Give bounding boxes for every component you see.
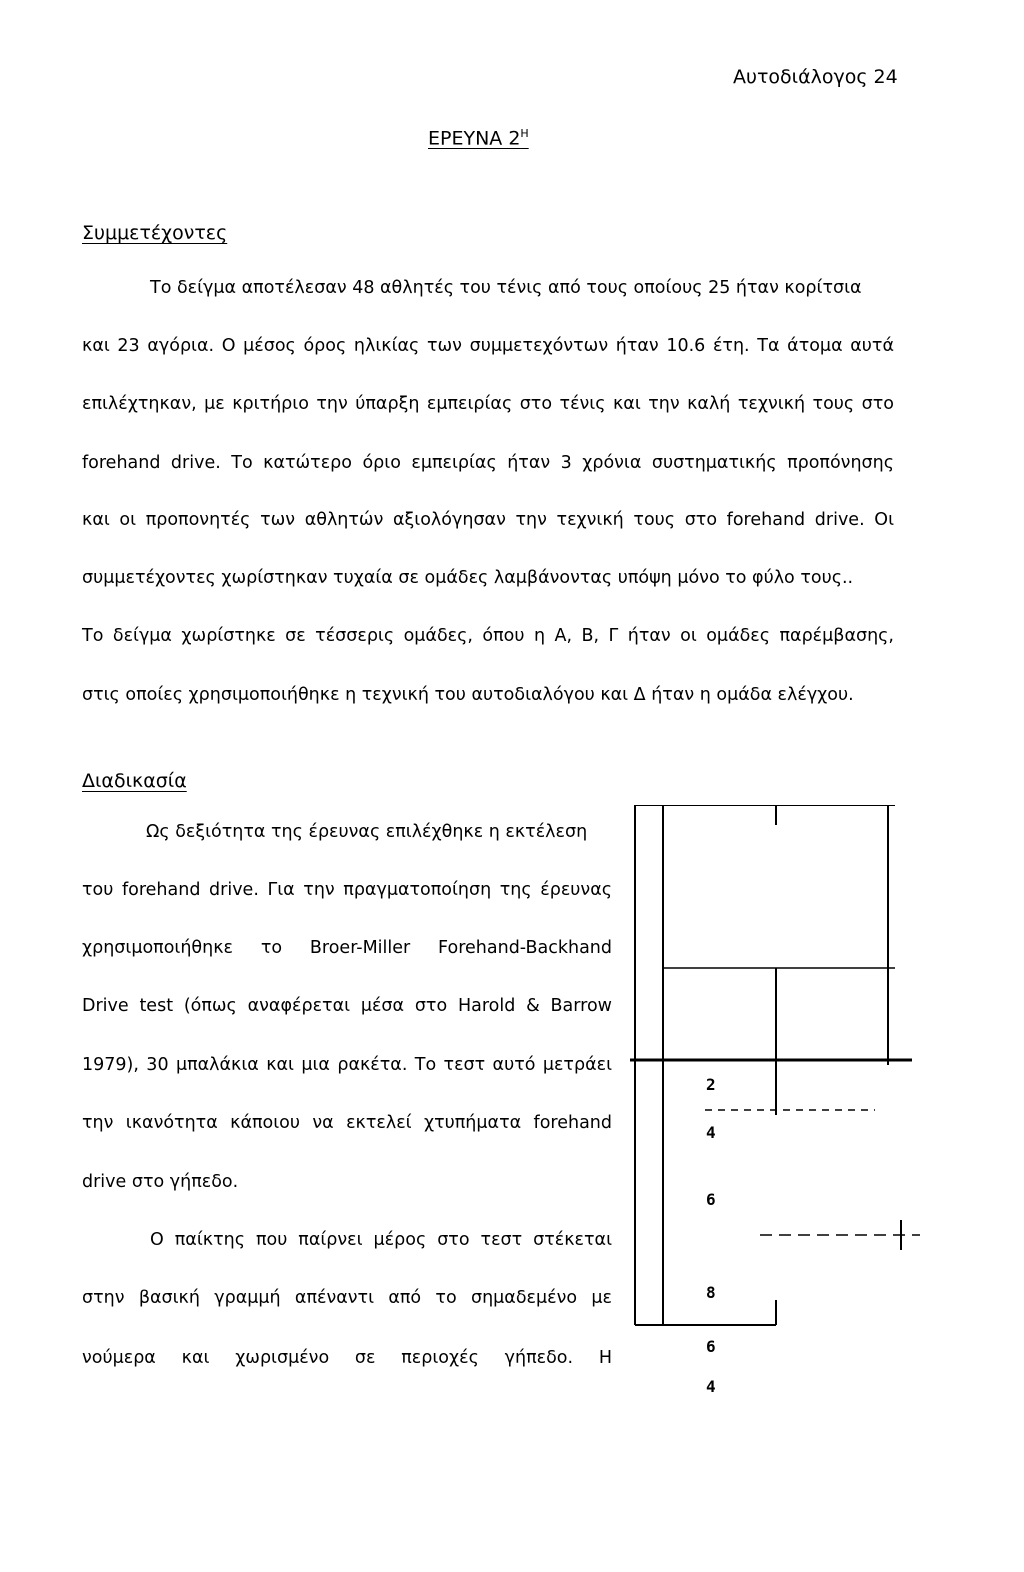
paragraph-line: Το δείγμα αποτέλεσαν 48 αθλητές του τένις από τους οποίους 25 ήταν κορίτσια bbox=[150, 278, 862, 298]
paragraph-line: στην βασική γραμμή απέναντι από το σημαδεμένο με bbox=[82, 1288, 612, 1308]
paragraph-line: και 23 αγόρια. Ο μέσος όρος ηλικίας των συμμετεχόντων ήταν 10.6 έτη. Τα άτομα αυτά bbox=[82, 336, 894, 356]
paragraph-line: την ικανότητα κάποιου να εκτελεί χτυπήματα forehand bbox=[82, 1113, 612, 1133]
paragraph-line: Ο παίκτης που παίρνει μέρος στο τεστ στέκεται bbox=[150, 1230, 612, 1250]
zone-label: 6 bbox=[706, 1190, 716, 1209]
section-title-sup: Η bbox=[520, 127, 529, 140]
paragraph-line: 1979), 30 μπαλάκια και μια ρακέτα. Το τεστ αυτό μετράει bbox=[82, 1055, 612, 1075]
paragraph-line: του forehand drive. Για την πραγματοποίηση της έρευνας bbox=[82, 880, 612, 900]
section-title-text: ΕΡΕΥΝΑ 2 bbox=[428, 127, 521, 150]
paragraph-line: Drive test (όπως αναφέρεται μέσα στο Harold & Barrow bbox=[82, 996, 612, 1016]
zone-label: 8 bbox=[706, 1283, 716, 1302]
paragraph-line: Ως δεξιότητα της έρευνας επιλέχθηκε η εκτέλεση bbox=[146, 822, 588, 842]
paragraph-line: drive στο γήπεδο. bbox=[82, 1172, 239, 1192]
paragraph-line: συμμετέχοντες χωρίστηκαν τυχαία σε ομάδες λαμβάνοντας υπόψη μόνο το φύλο τους.. bbox=[82, 568, 854, 588]
paragraph-line: στις οποίες χρησιμοποιήθηκε η τεχνική του αυτοδιαλόγου και Δ ήταν η ομάδα ελέγχου. bbox=[82, 685, 854, 705]
zone-label: 6 bbox=[706, 1337, 716, 1356]
paragraph-line: forehand drive. Το κατώτερο όριο εμπειρίας ήταν 3 χρόνια συστηματικής προπόνησης bbox=[82, 453, 894, 473]
participants-heading: Συμμετέχοντες bbox=[82, 222, 228, 244]
procedure-heading: Διαδικασία bbox=[82, 770, 187, 792]
court-diagram bbox=[630, 805, 920, 1425]
paragraph-line: Το δείγμα χωρίστηκε σε τέσσερις ομάδες, όπου η Α, Β, Γ ήταν οι ομάδες παρέμβασης, bbox=[82, 626, 894, 646]
court-lines bbox=[630, 805, 920, 1425]
section-title bbox=[428, 127, 529, 149]
paragraph-line: νούμερα και χωρισμένο σε περιοχές γήπεδο. Η bbox=[82, 1348, 612, 1368]
paragraph-line: επιλέχτηκαν, με κριτήριο την ύπαρξη εμπειρίας στο τένις και την καλή τεχνική τους στο bbox=[82, 394, 894, 414]
paragraph-line: και οι προπονητές των αθλητών αξιολόγησαν την τεχνική τους στο forehand drive. Οι bbox=[82, 510, 894, 530]
paragraph-line: χρησιμοποιήθηκε το Broer-Miller Forehand-Backhand bbox=[82, 938, 612, 958]
zone-label: 4 bbox=[706, 1123, 716, 1142]
zone-label: 2 bbox=[706, 1075, 716, 1094]
zone-label: 4 bbox=[706, 1377, 716, 1396]
running-header: Αυτοδιάλογος 24 bbox=[733, 66, 898, 88]
